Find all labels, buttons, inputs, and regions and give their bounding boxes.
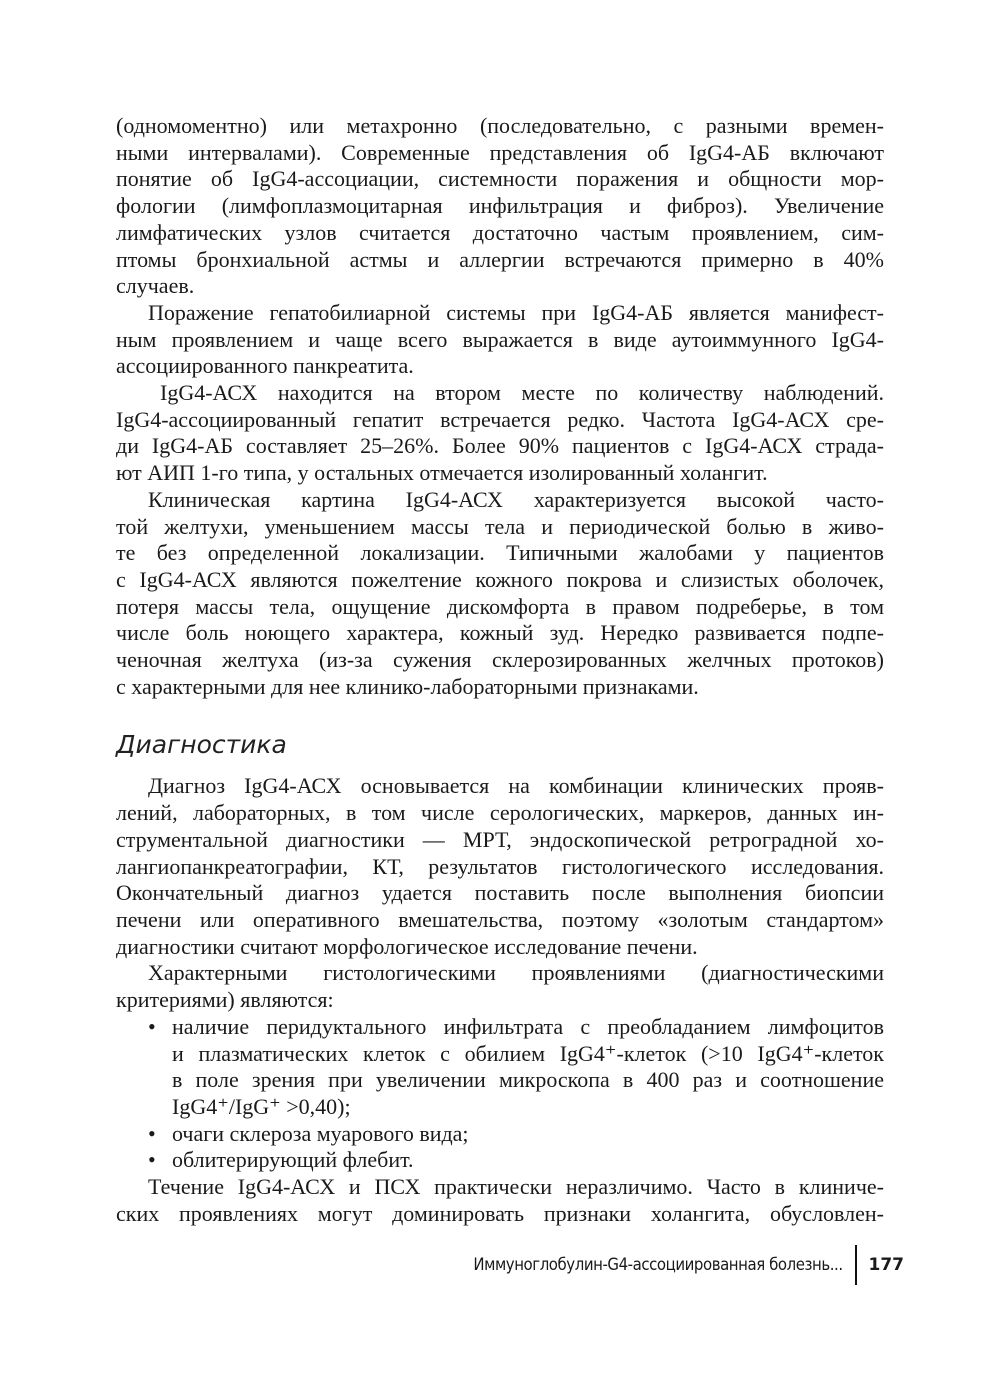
text-line: Клиническая картина IgG4-АСХ характеризуется высокой часто-	[148, 486, 884, 512]
paragraph	[116, 380, 884, 487]
text-line: лимфатических узлов считается достаточно частым проявлением, сим-	[116, 219, 884, 245]
text-line: печени или оперативного вмешательства, поэтому «золотым стандартом»	[116, 906, 884, 932]
footer-divider	[855, 1245, 857, 1285]
paragraph	[116, 773, 884, 960]
paragraph	[116, 1174, 884, 1227]
text-line: понятие об IgG4-ассоциации, системности поражения и общности мор-	[116, 166, 884, 192]
text-line: диагностики считают морфологическое исследование печени.	[116, 933, 698, 959]
running-title: Иммуноглобулин-G4-ассоциированная болезнь...	[473, 1255, 843, 1275]
text-line: наличие перидуктального инфильтрата с преобладанием лимфоцитов	[172, 1013, 884, 1039]
text-line: ют АИП 1-го типа, у остальных отмечается изолированный холангит.	[116, 460, 768, 486]
paragraph	[116, 487, 884, 701]
text-line: Поражение гепатобилиарной системы при IgG4-АБ является манифест-	[148, 299, 884, 325]
text-line: ди IgG4-АБ составляет 25–26%. Более 90% пациентов с IgG4-АСХ страда-	[116, 433, 884, 459]
text-line: струментальной диагностики — МРТ, эндоскопической ретроградной хо-	[116, 826, 884, 852]
text-line: птомы бронхиальной астмы и аллергии встречаются примерно в 40%	[116, 246, 884, 272]
text-line: фологии (лимфоплазмоцитарная инфильтрация и фиброз). Увеличение	[116, 193, 884, 219]
paragraph	[116, 960, 884, 1013]
text-line: той желтухи, уменьшением массы тела и периодической болью в живо-	[116, 513, 884, 539]
bullet-icon: •	[148, 1013, 156, 1039]
bullet-item	[116, 1121, 884, 1148]
text-line: (одномоментно) или метахронно (последовательно, с разными времен-	[116, 113, 884, 138]
bullet-icon: •	[148, 1120, 156, 1146]
text-line: Окончательный диагноз удается поставить после выполнения биопсии	[116, 880, 884, 906]
bullet-icon: •	[148, 1147, 156, 1173]
paragraph	[116, 300, 884, 380]
text-line: ассоциированного панкреатита.	[116, 353, 414, 379]
text-line: ными интервалами). Современные представления об IgG4-АБ включают	[116, 139, 884, 165]
text-line: с IgG4-АСХ являются пожелтение кожного покрова и слизистых оболочек,	[116, 566, 884, 592]
text-line: Течение IgG4-АСХ и ПСХ практически неразличимо. Часто в клиниче-	[148, 1174, 884, 1200]
text-line: в поле зрения при увеличении микроскопа в 400 раз и соотношение	[172, 1067, 884, 1093]
text-line: IgG4-АСХ находится на втором месте по количеству наблюдений.	[160, 380, 884, 406]
paragraph	[116, 113, 884, 300]
bullet-item	[116, 1014, 884, 1121]
text-line: Диагноз IgG4-АСХ основывается на комбинации клинических прояв-	[148, 773, 884, 799]
text-line: ным проявлением и чаще всего выражается в виде аутоиммунного IgG4-	[116, 326, 884, 352]
page-footer	[423, 1245, 904, 1285]
text-line: с характерными для нее клинико-лабораторными признаками.	[116, 673, 699, 699]
text-line: случаев.	[116, 273, 195, 299]
text-line: лангиопанкреатографии, КТ, результатов гистологического исследования.	[116, 853, 884, 879]
bullet-item	[116, 1147, 884, 1174]
section-heading: Диагностика	[116, 730, 287, 760]
text-line: IgG4⁺/IgG⁺ >0,40);	[172, 1093, 351, 1119]
text-line: ских проявлениях могут доминировать признаки холангита, обусловлен-	[116, 1200, 884, 1226]
text-line: Характерными гистологическими проявлениями (диагностическими	[148, 960, 884, 986]
text-line: и плазматических клеток с обилием IgG4⁺-клеток (>10 IgG4⁺-клеток	[172, 1040, 884, 1066]
text-line: ченочная желтуха (из-за сужения склерозированных желчных протоков)	[116, 647, 884, 673]
text-line: облитерирующий флебит.	[172, 1147, 414, 1173]
text-line: те без определенной локализации. Типичными жалобами у пациентов	[116, 540, 884, 566]
page-body	[116, 113, 884, 1227]
text-line: лений, лабораторных, в том числе серологических, маркеров, данных ин-	[116, 800, 884, 826]
page-number: 177	[868, 1255, 904, 1275]
text-line: критериями) являются:	[116, 987, 334, 1013]
text-line: очаги склероза муарового вида;	[172, 1120, 469, 1146]
text-line: числе боль ноющего характера, кожный зуд. Нередко развивается подпе-	[116, 620, 884, 646]
text-line: IgG4-ассоциированный гепатит встречается редко. Частота IgG4-АСХ сре-	[116, 406, 884, 432]
text-line: потеря массы тела, ощущение дискомфорта в правом подреберье, в том	[116, 593, 884, 619]
